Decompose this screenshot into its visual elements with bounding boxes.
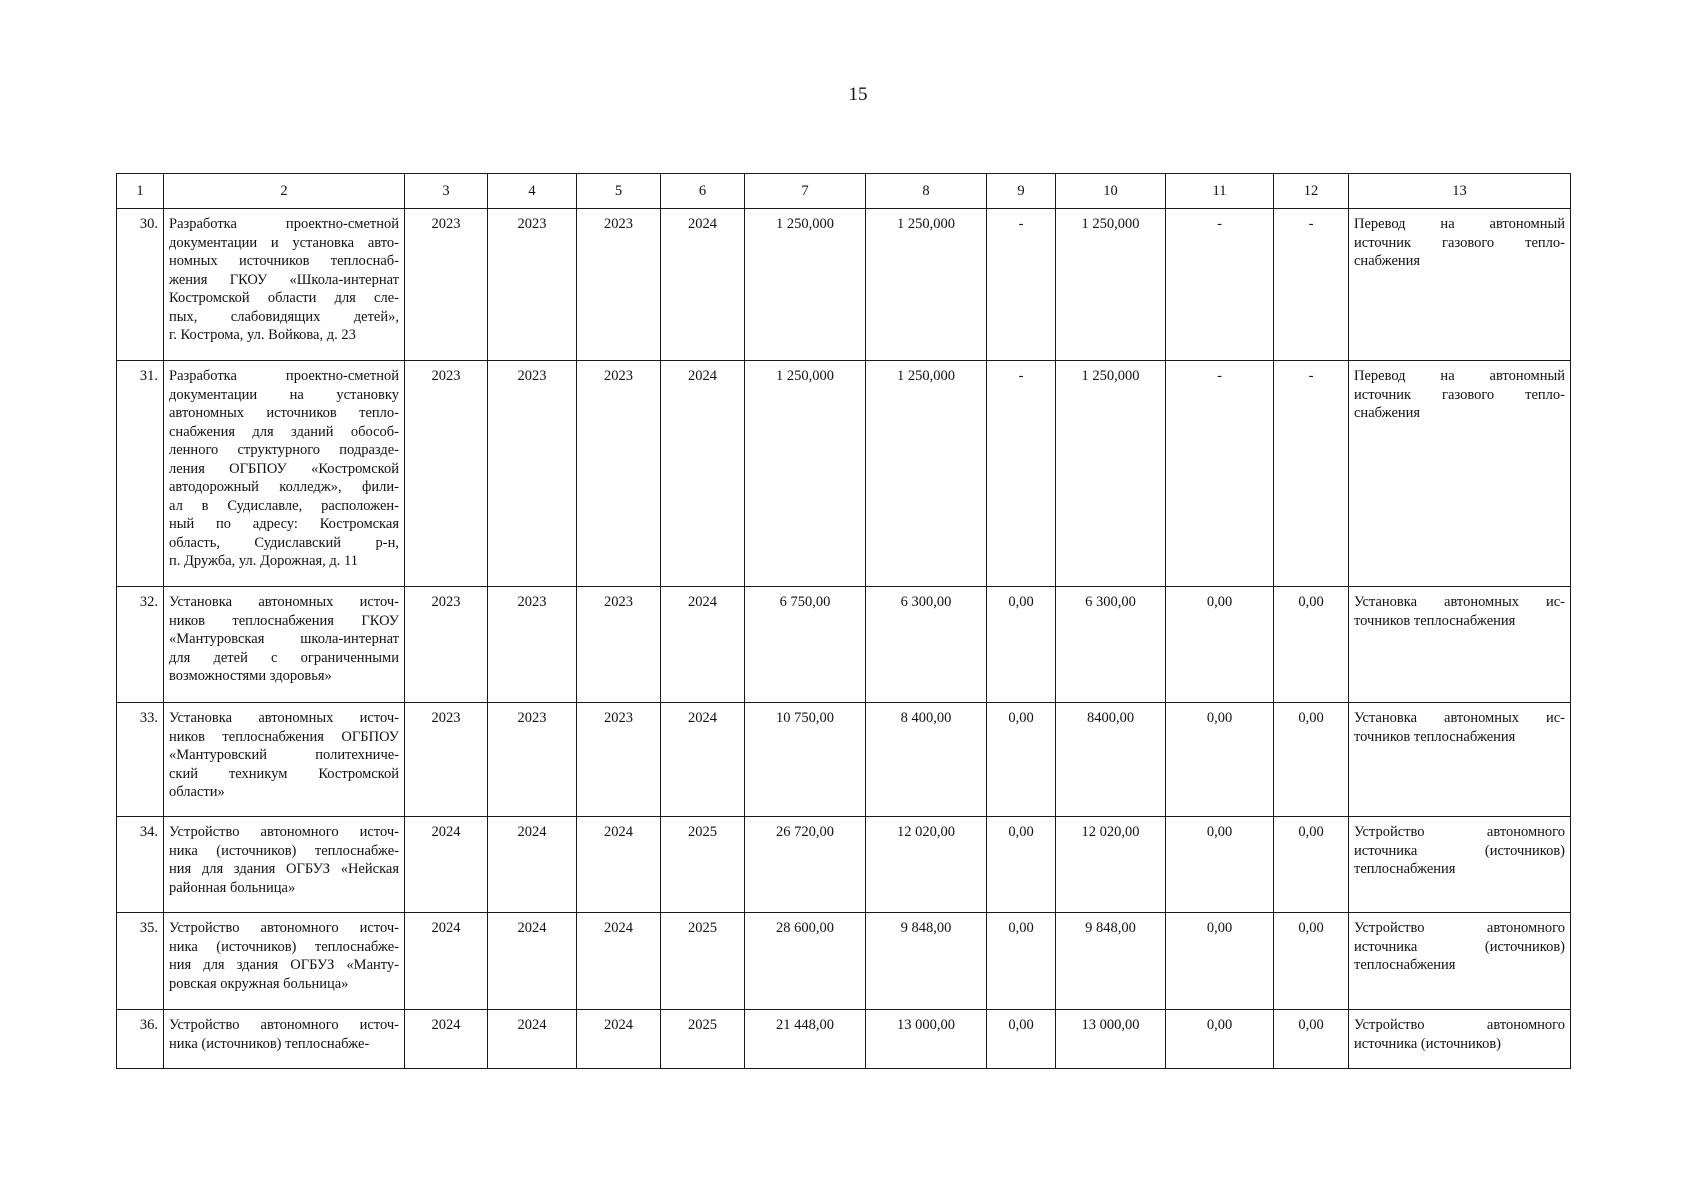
value-cell-c10: 13 000,00 xyxy=(1056,1010,1166,1069)
description-line: документации и установка авто- xyxy=(169,234,399,251)
row-number-cell: 34. xyxy=(117,817,164,913)
table-row xyxy=(117,209,1571,361)
result-line: теплоснабжения xyxy=(1354,957,1456,973)
header-cell: 12 xyxy=(1274,174,1349,209)
description-line: ский техникум Костромской xyxy=(169,765,399,782)
row-number-cell: 32. xyxy=(117,587,164,703)
description-line: жения ГКОУ «Школа-интернат xyxy=(169,271,399,288)
value-cell-c5: 2024 xyxy=(577,1010,661,1069)
description-line: ника (источников) теплоснабже- xyxy=(169,842,399,859)
value-cell-c5: 2023 xyxy=(577,209,661,361)
header-cell: 3 xyxy=(405,174,488,209)
description-line: Разработка проектно-сметной xyxy=(169,368,399,384)
result-line: точников теплоснабжения xyxy=(1354,728,1516,745)
header-row xyxy=(117,174,1571,209)
value-cell-c9: 0,00 xyxy=(987,703,1056,817)
header-cell: 13 xyxy=(1349,174,1571,209)
result-line: теплоснабжения xyxy=(1354,861,1456,877)
row-number-cell: 36. xyxy=(117,1010,164,1069)
value-cell-c11: 0,00 xyxy=(1166,913,1274,1010)
result-line: источника (источников) xyxy=(1354,842,1565,859)
value-cell-c6: 2025 xyxy=(661,817,745,913)
table-row xyxy=(117,361,1571,587)
value-cell-c4: 2023 xyxy=(488,703,577,817)
header-cell: 10 xyxy=(1056,174,1166,209)
result-line: Устройство автономного xyxy=(1354,1017,1565,1033)
description-line: ния для здания ОГБУЗ «Манту- xyxy=(169,957,399,973)
header-cell: 8 xyxy=(866,174,987,209)
header-cell: 2 xyxy=(164,174,405,209)
value-cell-c4: 2023 xyxy=(488,587,577,703)
value-cell-c12: 0,00 xyxy=(1274,703,1349,817)
value-cell-c12: - xyxy=(1274,209,1349,361)
description-line: Устройство автономного источ- xyxy=(169,920,399,936)
description-line: ал в Судиславле, расположен- xyxy=(169,497,399,514)
value-cell-c11: - xyxy=(1166,361,1274,587)
value-cell-c8: 13 000,00 xyxy=(866,1010,987,1069)
value-cell-c12: 0,00 xyxy=(1274,1010,1349,1069)
value-cell-c3: 2023 xyxy=(405,587,488,703)
value-cell-c6: 2024 xyxy=(661,209,745,361)
value-cell-c11: 0,00 xyxy=(1166,587,1274,703)
description-line: г. Кострома, ул. Войкова, д. 23 xyxy=(169,327,356,343)
value-cell-c9: 0,00 xyxy=(987,587,1056,703)
value-cell-c8: 8 400,00 xyxy=(866,703,987,817)
result-line: источника (источников) xyxy=(1354,938,1565,955)
value-cell-c7: 1 250,000 xyxy=(745,209,866,361)
description-line: п. Дружба, ул. Дорожная, д. 11 xyxy=(169,553,359,569)
header-cell: 9 xyxy=(987,174,1056,209)
description-cell xyxy=(164,703,405,817)
header-cell: 1 xyxy=(117,174,164,209)
description-line: районная больница» xyxy=(169,879,296,896)
value-cell-c6: 2024 xyxy=(661,703,745,817)
description-line: ников теплоснабжения ОГБПОУ xyxy=(169,728,399,745)
value-cell-c5: 2024 xyxy=(577,913,661,1010)
value-cell-c4: 2023 xyxy=(488,209,577,361)
value-cell-c3: 2023 xyxy=(405,361,488,587)
description-line: снабжения для зданий обособ- xyxy=(169,423,399,440)
value-cell-c12: 0,00 xyxy=(1274,817,1349,913)
description-line: автономных источников тепло- xyxy=(169,405,399,421)
description-line: Устройство автономного источ- xyxy=(169,824,399,840)
description-line: Разработка проектно-сметной xyxy=(169,216,399,232)
result-line: Установка автономных ис- xyxy=(1354,594,1565,610)
value-cell-c4: 2024 xyxy=(488,1010,577,1069)
value-cell-c6: 2025 xyxy=(661,913,745,1010)
result-cell xyxy=(1349,817,1571,913)
value-cell-c11: - xyxy=(1166,209,1274,361)
header-cell: 5 xyxy=(577,174,661,209)
value-cell-c12: - xyxy=(1274,361,1349,587)
value-cell-c12: 0,00 xyxy=(1274,913,1349,1010)
page-number: 15 xyxy=(848,84,868,105)
value-cell-c11: 0,00 xyxy=(1166,703,1274,817)
value-cell-c5: 2023 xyxy=(577,587,661,703)
value-cell-c3: 2023 xyxy=(405,703,488,817)
row-number-cell: 35. xyxy=(117,913,164,1010)
value-cell-c9: - xyxy=(987,361,1056,587)
result-line: точников теплоснабжения xyxy=(1354,612,1516,629)
result-line: Устройство автономного xyxy=(1354,824,1565,840)
result-line: Перевод на автономный xyxy=(1354,368,1565,384)
row-number-cell: 30. xyxy=(117,209,164,361)
value-cell-c9: 0,00 xyxy=(987,1010,1056,1069)
value-cell-c10: 9 848,00 xyxy=(1056,913,1166,1010)
header-cell: 6 xyxy=(661,174,745,209)
value-cell-c11: 0,00 xyxy=(1166,1010,1274,1069)
value-cell-c8: 1 250,000 xyxy=(866,361,987,587)
description-cell xyxy=(164,361,405,587)
description-line: области» xyxy=(169,784,225,800)
table-row xyxy=(117,913,1571,1010)
value-cell-c10: 12 020,00 xyxy=(1056,817,1166,913)
value-cell-c5: 2023 xyxy=(577,703,661,817)
description-cell xyxy=(164,1010,405,1069)
result-line: источника (источников) xyxy=(1354,1035,1502,1052)
value-cell-c10: 8400,00 xyxy=(1056,703,1166,817)
value-cell-c10: 1 250,000 xyxy=(1056,361,1166,587)
result-cell xyxy=(1349,209,1571,361)
description-line: Устройство автономного источ- xyxy=(169,1017,399,1033)
result-line: источник газового тепло- xyxy=(1354,234,1565,251)
value-cell-c3: 2024 xyxy=(405,913,488,1010)
value-cell-c6: 2024 xyxy=(661,587,745,703)
description-line: ный по адресу: Костромская xyxy=(169,516,399,532)
result-line: снабжения xyxy=(1354,253,1421,269)
value-cell-c3: 2024 xyxy=(405,1010,488,1069)
result-cell xyxy=(1349,361,1571,587)
result-cell xyxy=(1349,1010,1571,1069)
value-cell-c7: 1 250,000 xyxy=(745,361,866,587)
description-line: возможностями здоровья» xyxy=(169,668,332,684)
result-line: снабжения xyxy=(1354,405,1421,421)
value-cell-c7: 6 750,00 xyxy=(745,587,866,703)
description-line: пых, слабовидящих детей», xyxy=(169,308,399,325)
description-line: Установка автономных источ- xyxy=(169,594,399,610)
value-cell-c5: 2024 xyxy=(577,817,661,913)
value-cell-c4: 2024 xyxy=(488,913,577,1010)
header-cell: 11 xyxy=(1166,174,1274,209)
description-line: ленного структурного подразде- xyxy=(169,442,399,458)
description-line: ровская окружная больница» xyxy=(169,975,349,992)
value-cell-c8: 6 300,00 xyxy=(866,587,987,703)
value-cell-c6: 2025 xyxy=(661,1010,745,1069)
description-line: Костромской области для сле- xyxy=(169,290,399,306)
description-line: «Мантуровская школа-интернат xyxy=(169,631,399,647)
table-row xyxy=(117,817,1571,913)
value-cell-c8: 1 250,000 xyxy=(866,209,987,361)
description-line: ника (источников) теплоснабже- xyxy=(169,1035,370,1052)
description-line: область, Судиславский р-н, xyxy=(169,534,399,551)
table-row xyxy=(117,703,1571,817)
table-row xyxy=(117,587,1571,703)
description-line: номных источников теплоснаб- xyxy=(169,253,399,269)
description-line: ления ОГБПОУ «Костромской xyxy=(169,460,399,477)
result-line: Устройство автономного xyxy=(1354,920,1565,936)
description-line: ников теплоснабжения ГКОУ xyxy=(169,612,399,629)
value-cell-c7: 28 600,00 xyxy=(745,913,866,1010)
result-cell xyxy=(1349,587,1571,703)
description-line: для детей с ограниченными xyxy=(169,649,399,666)
value-cell-c7: 10 750,00 xyxy=(745,703,866,817)
result-cell xyxy=(1349,703,1571,817)
result-cell xyxy=(1349,913,1571,1010)
description-line: ния для здания ОГБУЗ «Нейская xyxy=(169,861,399,877)
value-cell-c8: 12 020,00 xyxy=(866,817,987,913)
value-cell-c12: 0,00 xyxy=(1274,587,1349,703)
table-row xyxy=(117,1010,1571,1069)
value-cell-c10: 6 300,00 xyxy=(1056,587,1166,703)
header-cell: 4 xyxy=(488,174,577,209)
value-cell-c7: 26 720,00 xyxy=(745,817,866,913)
result-line: источник газового тепло- xyxy=(1354,386,1565,403)
value-cell-c10: 1 250,000 xyxy=(1056,209,1166,361)
value-cell-c11: 0,00 xyxy=(1166,817,1274,913)
value-cell-c8: 9 848,00 xyxy=(866,913,987,1010)
value-cell-c7: 21 448,00 xyxy=(745,1010,866,1069)
description-cell xyxy=(164,209,405,361)
result-line: Перевод на автономный xyxy=(1354,216,1565,232)
value-cell-c4: 2024 xyxy=(488,817,577,913)
description-line: Установка автономных источ- xyxy=(169,710,399,726)
description-line: «Мантуровский политехниче- xyxy=(169,747,399,763)
row-number-cell: 31. xyxy=(117,361,164,587)
value-cell-c3: 2023 xyxy=(405,209,488,361)
program-table xyxy=(116,173,1571,1069)
description-line: ника (источников) теплоснабже- xyxy=(169,938,399,955)
value-cell-c3: 2024 xyxy=(405,817,488,913)
description-line: автодорожный колледж», фили- xyxy=(169,479,399,495)
description-line: документации на установку xyxy=(169,386,399,403)
value-cell-c9: 0,00 xyxy=(987,913,1056,1010)
result-line: Установка автономных ис- xyxy=(1354,710,1565,726)
description-cell xyxy=(164,913,405,1010)
value-cell-c9: 0,00 xyxy=(987,817,1056,913)
description-cell xyxy=(164,587,405,703)
value-cell-c6: 2024 xyxy=(661,361,745,587)
value-cell-c4: 2023 xyxy=(488,361,577,587)
value-cell-c5: 2023 xyxy=(577,361,661,587)
row-number-cell: 33. xyxy=(117,703,164,817)
description-cell xyxy=(164,817,405,913)
header-cell: 7 xyxy=(745,174,866,209)
value-cell-c9: - xyxy=(987,209,1056,361)
